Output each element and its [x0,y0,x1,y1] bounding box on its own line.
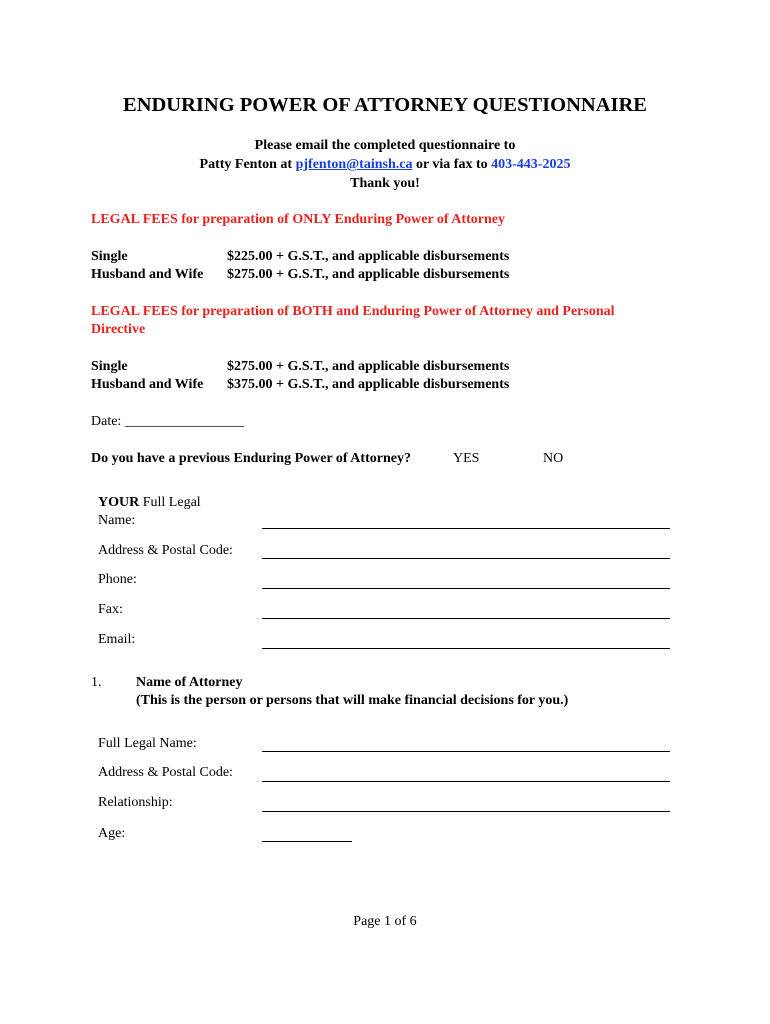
your-phone-label: Phone: [98,572,137,587]
fees-both-heading-line-2: Directive [91,322,146,337]
fee-value: $375.00 + G.S.T., and applicable disbursements [227,377,510,392]
page-title: ENDURING POWER OF ATTORNEY QUESTIONNAIRE [123,94,647,116]
fee-label: Single [91,249,128,264]
attorney-age-label: Age: [98,826,126,841]
answer-yes-option[interactable]: YES [453,451,480,466]
fee-label: Husband and Wife [91,267,204,282]
your-fax-label: Fax: [98,602,123,617]
attorney-address-label: Address & Postal Code: [98,765,233,780]
attorney-relationship-input-line[interactable] [262,811,670,812]
your-email-input-line[interactable] [262,648,670,649]
previous-epoa-question: Do you have a previous Enduring Power of Attorney? [91,451,411,466]
page-footer: Page 1 of 6 [353,914,417,929]
intro-thanks: Thank you! [350,176,420,191]
fee-value: $275.00 + G.S.T., and applicable disbursements [227,359,510,374]
attorney-name-label: Full Legal Name: [98,736,197,751]
attorney-relationship-label: Relationship: [98,795,173,810]
section-subtitle: (This is the person or persons that will make financial decisions for you.) [136,693,569,708]
fee-value: $275.00 + G.S.T., and applicable disbursements [227,267,510,282]
section-number: 1. [91,675,102,690]
fax-number: 403-443-2025 [491,157,571,172]
your-fax-input-line[interactable] [262,618,670,619]
date-field[interactable]: Date: _________________ [91,414,244,429]
fees-both-heading-line-1: LEGAL FEES for preparation of BOTH and Enduring Power of Attorney and Personal [91,304,615,319]
your-emphasis: YOUR [98,495,140,510]
fee-label: Husband and Wife [91,377,204,392]
your-name-label-line-2: Name: [98,513,136,528]
your-email-label: Email: [98,632,136,647]
attorney-address-input-line[interactable] [262,781,670,782]
your-phone-input-line[interactable] [262,588,670,589]
fee-label: Single [91,359,128,374]
attorney-age-input-line[interactable] [262,841,352,842]
attorney-name-input-line[interactable] [262,751,670,752]
section-title: Name of Attorney [136,675,243,690]
answer-no-option[interactable]: NO [543,451,564,466]
your-address-label: Address & Postal Code: [98,543,233,558]
intro-prefix: Patty Fenton at [199,157,296,172]
intro-mid: or via fax to [412,157,492,172]
your-name-label [98,495,201,511]
fees-epoa-heading: LEGAL FEES for preparation of ONLY Enduring Power of Attorney [91,212,505,227]
your-name-input-line[interactable] [262,528,670,529]
your-address-input-line[interactable] [262,558,670,559]
fee-value: $225.00 + G.S.T., and applicable disbursements [227,249,510,264]
intro-line-2 [0,157,770,173]
contact-email-link[interactable]: pjfenton@tainsh.ca [295,157,413,172]
your-name-label-rest: Full Legal [139,495,201,510]
intro-line-1: Please email the completed questionnaire to [254,138,516,153]
